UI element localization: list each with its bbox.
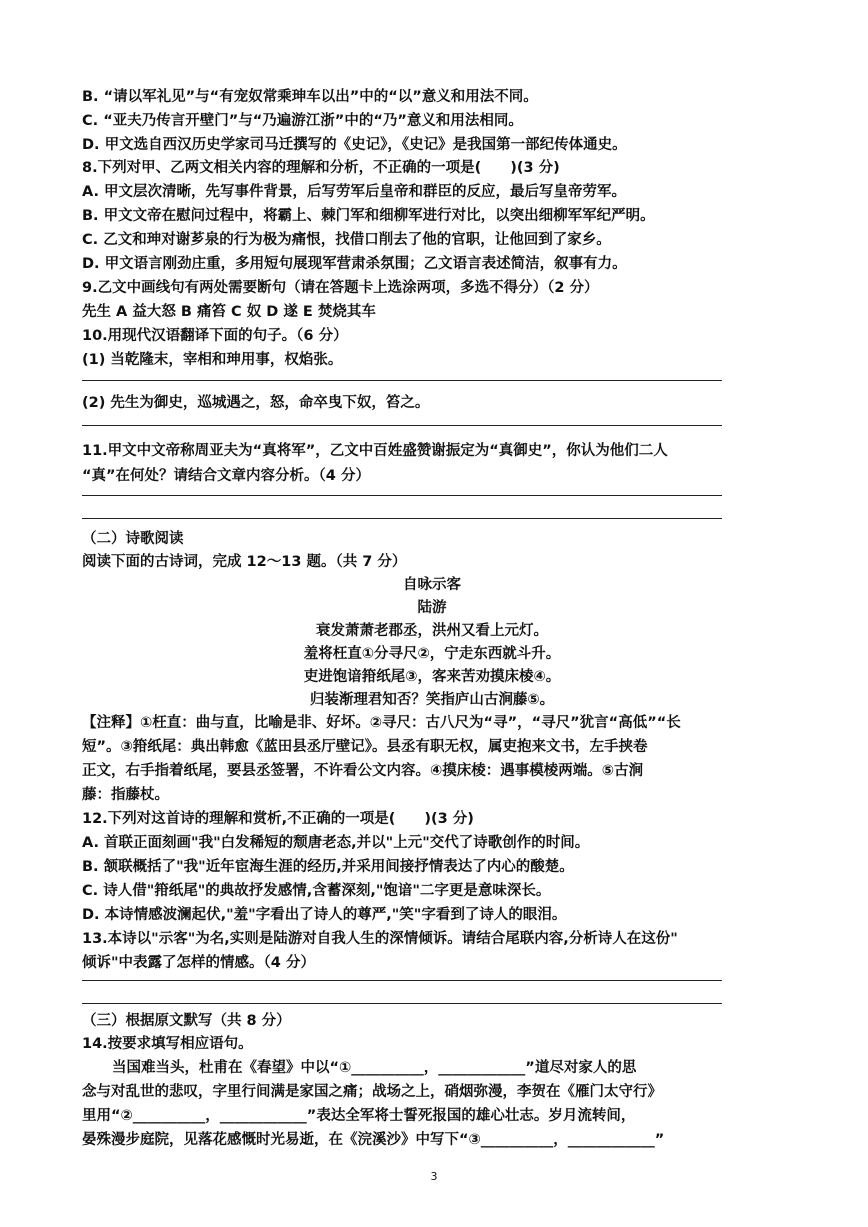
q14-paragraph-line: 念与对乱世的悲叹，字里行间满是家国之痛；战场之上，硝烟弥漫，李贺在《雁门太守行》: [82, 1084, 662, 1100]
poem-title: 自咏示客: [403, 577, 461, 593]
q7-option-c: C. “亚夫乃传言开壁门”与“乃遍游江浙”中的“乃”意义和用法相同。: [82, 113, 523, 129]
answer-line: [82, 518, 722, 519]
q13-line-1: 13.本诗以"示客"为名,实则是陆游对自我人生的深情倾诉。请结合尾联内容,分析诗人在这份": [82, 931, 678, 947]
poem-author: 陆游: [417, 600, 447, 616]
page-number: 3: [430, 1170, 438, 1183]
poem-line: 衰发萧萧老郡丞，洪州又看上元灯。: [316, 623, 548, 639]
q8-stem: 8.下列对甲、乙两文相关内容的理解和分析，不正确的一项是( )(3 分): [82, 160, 560, 176]
q10-sentence-1: (1) 当乾隆末，宰相和珅用事，权焰张。: [82, 352, 343, 368]
q10-stem: 10.用现代汉语翻译下面的句子。（6 分）: [82, 328, 348, 344]
answer-line: [82, 495, 722, 496]
poem-notes-line: 短”。③箝纸尾：典出韩愈《蓝田县丞厅壁记》。县丞有职无权，属吏抱来文书，左手挟卷: [82, 739, 648, 755]
section-2-intro: 阅读下面的古诗词，完成 12～13 题。（共 7 分）: [82, 554, 407, 570]
answer-line: [82, 980, 722, 981]
q14-paragraph-line: 里用“②__________，____________”表达全军将士誓死报国的雄心壮志。岁月流转间，: [82, 1108, 636, 1124]
poem-line: 归装渐理君知否？笑指庐山古涧藤⑤。: [309, 692, 555, 708]
answer-line: [82, 425, 722, 426]
q10-sentence-2: (2) 先生为御史，巡城遇之，怒，命卒曳下奴，笞之。: [82, 395, 430, 411]
q12-option-a: A. 首联正面刻画"我"白发稀短的颓唐老态,并以"上元"交代了诗歌创作的时间。: [82, 835, 590, 851]
section-2-heading: （二）诗歌阅读: [82, 531, 184, 547]
q9-sentence: 先生 A 益大怒 B 痛笞 C 奴 D 遂 E 焚烧其车: [82, 304, 376, 320]
q8-option-b: B. 甲文文帝在慰问过程中，将霸上、棘门军和细柳军进行对比，以突出细柳军军纪严明。: [82, 208, 655, 224]
q8-option-a: A. 甲文层次清晰，先写事件背景，后写劳军后皇帝和群臣的反应，最后写皇帝劳军。: [82, 184, 627, 200]
section-3-heading: （三）根据原文默写（共 8 分）: [82, 1013, 291, 1029]
q12-option-c: C. 诗人借"箝纸尾"的典故抒发感情,含蓄深刻,"饱谙"二字更是意味深长。: [82, 883, 551, 899]
q11-line-1: 11.甲文中文帝称周亚夫为“真将军”，乙文中百姓盛赞谢振定为“真御史”，你认为他们二人: [82, 443, 668, 459]
poem-notes-line: 正文，右手指着纸尾，要县丞签署，不许看公文内容。④摸床棱：遇事模棱两端。⑤古涧: [82, 763, 644, 779]
q7-option-b: B. “请以军礼见”与“有宠奴常乘珅车以出”中的“以”意义和用法不同。: [82, 89, 538, 105]
q14-paragraph-line: 晏殊漫步庭院，见落花感慨时光易逝，在《浣溪沙》中写下“③__________，____________”: [82, 1132, 665, 1148]
poem-line: 羞将枉直①分寻尺②，宁走东西就斗升。: [303, 646, 561, 662]
q13-line-2: 倾诉"中表露了怎样的情感。（4 分）: [82, 955, 315, 971]
poem-notes-line: 藤：指藤杖。: [82, 787, 169, 803]
q11-line-2: “真”在何处？请结合文章内容分析。（4 分）: [82, 468, 370, 484]
q14-paragraph-line: 当国难当头，杜甫在《春望》中以“①__________，____________”道尽对家人的思: [112, 1060, 637, 1076]
answer-line: [82, 380, 722, 381]
q12-stem: 12.下列对这首诗的理解和赏析,不正确的一项是( )(3 分): [82, 811, 474, 827]
q8-option-c: C. 乙文和珅对谢芗泉的行为极为痛恨，找借口削去了他的官职，让他回到了家乡。: [82, 232, 611, 248]
q12-option-d: D. 本诗情感波澜起伏,"羞"字看出了诗人的尊严,"笑"字看到了诗人的眼泪。: [82, 907, 567, 923]
q14-stem: 14.按要求填写相应语句。: [82, 1036, 253, 1052]
answer-line: [82, 1003, 722, 1004]
q12-option-b: B. 颔联概括了"我"近年宦海生涯的经历,并采用间接抒情表达了内心的酸楚。: [82, 859, 574, 875]
poem-line: 吏进饱谙箝纸尾③，客来苦劝摸床棱④。: [303, 669, 561, 685]
poem-notes-line: 【注释】①枉直：曲与直，比喻是非、好坏。②寻尺：古八尺为“寻”，“寻尺”犹言“高低”“长: [82, 715, 681, 731]
q8-option-d: D. 甲文语言刚劲庄重，多用短句展现军营肃杀氛围；乙文语言表述简洁，叙事有力。: [82, 256, 627, 272]
q7-option-d: D. 甲文选自西汉历史学家司马迁撰写的《史记》，《史记》是我国第一部纪传体通史。: [82, 137, 627, 153]
q9-stem: 9.乙文中画线句有两处需要断句（请在答题卡上选涂两项，多选不得分）（2 分）: [82, 280, 599, 296]
